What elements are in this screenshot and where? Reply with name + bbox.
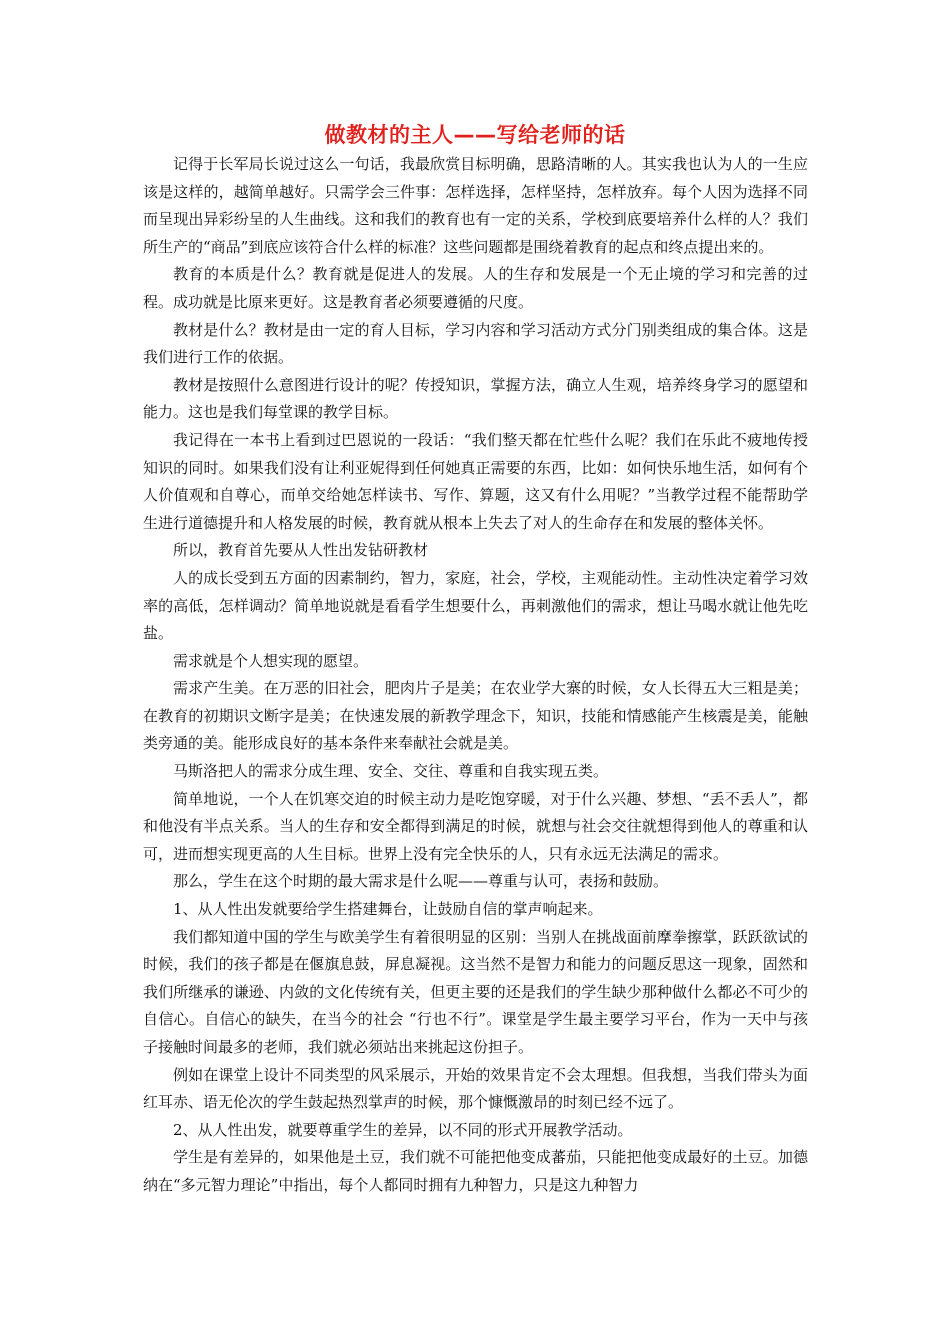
paragraph: 教材是按照什么意图进行设计的呢？传授知识，掌握方法，确立人生观，培养终身学习的愿望和能力。这也是我们每堂课的教学目标。 — [143, 375, 808, 422]
paragraph: 我们都知道中国的学生与欧美学生有着很明显的区别：当别人在挑战面前摩拳擦掌，跃跃欲试的时候，我们的孩子都是在偃旗息鼓，屏息凝视。这当然不是智力和能力的问题反思这一现象，固然和我们所继承的谦逊、内敛的文化传统有关，但更主要的还是我们的学生缺少那种做什么都必不可少的自信心。自信心的缺失，在当今的社会 “行也不行”。课堂是学生最主要学习平台，作为一天中与孩子接触时间最多的老师，我们就必须站出来挑起这份担子。 — [143, 927, 808, 1056]
paragraph: 所以，教育首先要从人性出发钻研教材 — [173, 541, 429, 560]
paragraph: 我记得在一本书上看到过巴恩说的一段话：“我们整天都在忙些什么呢？我们在乐此不疲地传授知识的同时。如果我们没有让利亚妮得到任何她真正需要的东西，比如：如何快乐地生活，如何有个人价值观和自尊心，而单交给她怎样读书、写作、算题，这又有什么用呢？”当教学过程不能帮助学生进行道德提升和人格发展的时候，教育就从根本上失去了对人的生命存在和发展的整体关怀。 — [143, 430, 808, 532]
paragraph: 需求就是个人想实现的愿望。 — [173, 651, 369, 670]
paragraph: 那么，学生在这个时期的最大需求是什么呢——尊重与认可，表扬和鼓励。 — [173, 872, 669, 891]
paragraph: 记得于长军局长说过这么一句话，我最欣赏目标明确，思路清晰的人。其实我也认为人的一生应该是这样的，越简单越好。只需学会三件事：怎样选择，怎样坚持，怎样放弃。每个人因为选择不同而呈现出异彩纷呈的人生曲线。这和我们的教育也有一定的关系，学校到底要培养什么样的人？我们所生产的“商品”到底应该符合什么样的标准？这些问题都是围绕着教育的起点和终点提出来的。 — [143, 155, 808, 256]
paragraph: 教材是什么？教材是由一定的育人目标，学习内容和学习活动方式分门别类组成的集合体。这是我们进行工作的依据。 — [143, 320, 808, 367]
paragraph: 学生是有差异的，如果他是土豆，我们就不可能把他变成蕃茄，只能把他变成最好的土豆。加德纳在“多元智力理论”中指出，每个人都同时拥有九种智力，只是这九种智力 — [143, 1148, 808, 1194]
paragraph: 教育的本质是什么？教育就是促进人的发展。人的生存和发展是一个无止境的学习和完善的过程。成功就是比原来更好。这是教育者必须要遵循的尺度。 — [143, 265, 808, 311]
section-heading: 1、从人性出发就要给学生搭建舞台，让鼓励自信的掌声响起来。 — [173, 900, 603, 919]
paragraph: 马斯洛把人的需求分成生理、安全、交往、尊重和自我实现五类。 — [173, 762, 609, 781]
document-body — [143, 151, 808, 1200]
paragraph: 人的成长受到五方面的因素制约，智力，家庭，社会，学校，主观能动性。主动性决定着学习效率的高低，怎样调动？简单地说就是看看学生想要什么，再刺激他们的需求，想让马喝水就让他先吃盐。 — [143, 568, 808, 643]
document-title: 做教材的主人——写给老师的话 — [324, 123, 626, 147]
section-heading: 2、从人性出发，就要尊重学生的差异，以不同的形式开展教学活动。 — [173, 1120, 633, 1139]
paragraph: 需求产生美。在万恶的旧社会，肥肉片子是美；在农业学大寨的时候，女人长得五大三粗是美；在教育的初期识文断字是美；在快速发展的新教学理念下，知识，技能和情感能产生核震是美，能触类旁通的美。能形成良好的基本条件来奉献社会就是美。 — [143, 679, 808, 753]
paragraph: 例如在课堂上设计不同类型的风采展示，开始的效果肯定不会太理想。但我想，当我们带头为面红耳赤、语无伦次的学生鼓起热烈掌声的时候，那个慷慨激昂的时刻已经不远了。 — [143, 1065, 808, 1112]
paragraph: 简单地说，一个人在饥寒交迫的时候主动力是吃饱穿暖，对于什么兴趣、梦想、“丢不丢人”，都和他没有半点关系。当人的生存和安全都得到满足的时候，就想与社会交往就想得到他人的尊重和认可，进而想实现更高的人生目标。世界上没有完全快乐的人，只有永远无法满足的需求。 — [143, 789, 808, 863]
